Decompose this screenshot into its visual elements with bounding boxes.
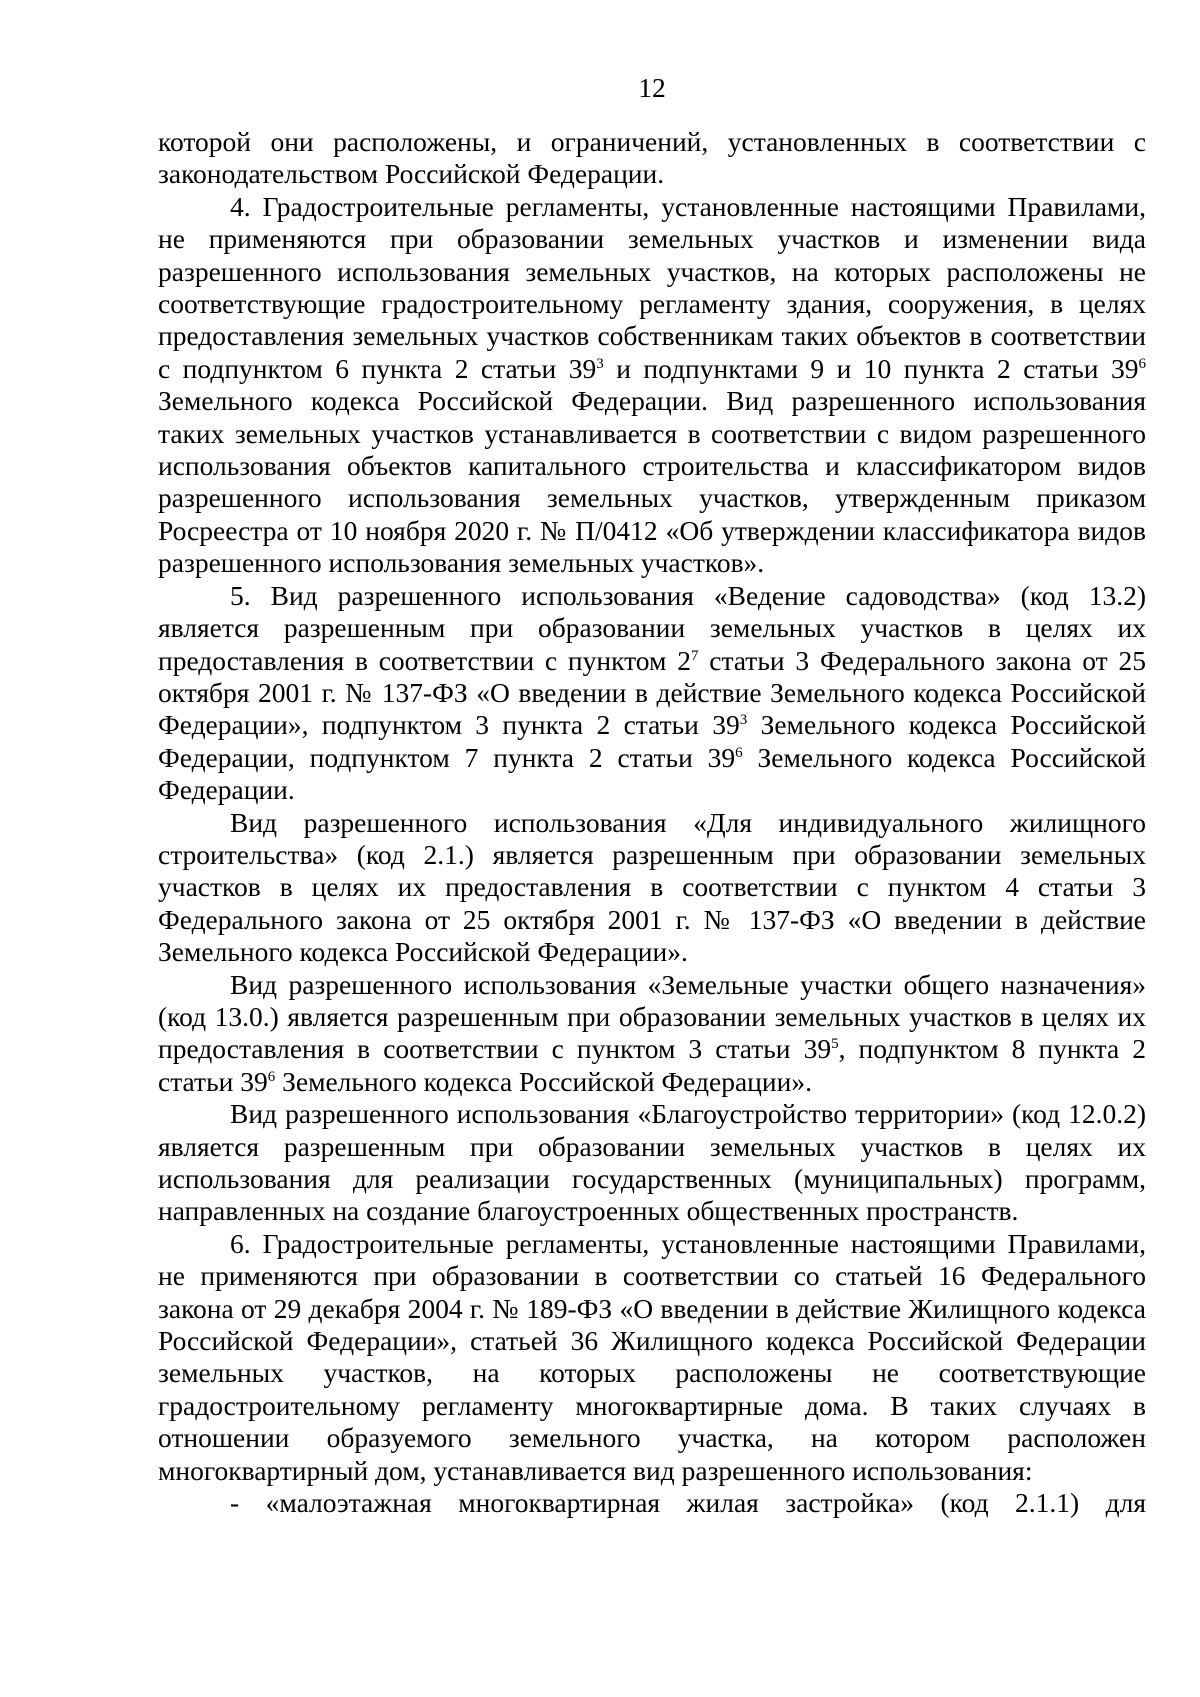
superscript: 6 [1138, 355, 1146, 372]
paragraph-p4 [158, 191, 1146, 580]
document-body [158, 126, 1146, 1519]
paragraph-p5 [158, 580, 1146, 807]
paragraph-p5b [158, 807, 1146, 969]
paragraph-p6 [158, 1228, 1146, 1487]
text-run: Земельного кодекса Российской Федерации». [275, 1065, 812, 1097]
page-number: 12 [638, 72, 666, 103]
paragraph-p5d [158, 1098, 1146, 1228]
text-run: Земельного кодекса Российской Федерации. Вид разрешенного использования таких земельных участков устанавливается в соответствии с видом разрешенного использования объектов капитального строительства и классификатором видов разрешенного использования земельных участков, утвержденным приказом Росреестра от 10 ноября 2020 г. № П/0412 «Об утверждении классификатора видов разрешенного использования земельных участков». [158, 385, 1146, 579]
document-page [158, 68, 1146, 1519]
text-run: 4. Градостроительные регламенты, установленные настоящими Правилами, не применяются при образовании земельных участков и изменении вида разрешенного использования земельных участков, на которых расположены не соответствующие градостроительному регламенту здания, сооружения, в целях предоставления земельных участков собственникам таких объектов в соответствии с подпунктом 6 пункта 2 статьи 39 [158, 190, 1146, 384]
text-run: - «малоэтажная многоквартирная жилая застройка» (код 2.1.1) для [230, 1487, 1146, 1519]
superscript: 5 [831, 1036, 839, 1053]
superscript: 6 [267, 1068, 276, 1085]
text-run: Земельного кодекса Российской Федерации, подпунктом 7 пункта 2 статьи 39 [158, 709, 1146, 773]
text-run: Вид разрешенного использования «Благоустройство территории» (код 12.0.2) является разрешенным при образовании земельных участков в целях их использования для реализации государственных (муниципальных) программ, направленных на создание благоустроенных общественных пространств. [158, 1098, 1146, 1227]
text-run: которой они расположены, и ограничений, установленных в соответствии с законодательством Российской Федерации. [158, 126, 1146, 190]
paragraph-p5c [158, 969, 1146, 1099]
superscript: 3 [739, 712, 748, 729]
text-run: , подпунктом 8 пункта 2 статьи 39 [158, 1033, 1147, 1097]
text-run: 5. Вид разрешенного использования «Ведение садоводства» (код 13.2) является разрешенным при образовании земельных участков в целях их предоставления в соответствии с пунктом 2 [158, 579, 1146, 676]
text-run: 6. Градостроительные регламенты, установленные настоящими Правилами, не применяются при образовании в соответствии со статьей 16 Федерального закона от 29 декабря 2004 г. № 189-ФЗ «О введении в действие Жилищного кодекса Российской Федерации», статьей 36 Жилищного кодекса Российской Федерации земельных участков, на которых расположены не соответствующие градостроительному регламенту многоквартирные дома. В таких случаях в отношении образуемого земельного участка, на котором расположен многоквартирный дом, устанавливается вид разрешенного использования: [158, 1227, 1146, 1486]
superscript: 6 [735, 744, 743, 761]
text-run: Вид разрешенного использования «Для индивидуального жилищного строительства» (код 2.1.) является разрешенным при образовании земельных участков в целях их предоставления в соответствии с пунктом 4 статьи 3 Федерального закона от 25 октября 2001 г. № 137-ФЗ «О введении в действие Земельного кодекса Российской Федерации». [158, 806, 1146, 968]
superscript: 7 [690, 647, 699, 664]
superscript: 3 [596, 355, 604, 372]
text-run: и подпунктами 9 и 10 пункта 2 статьи 39 [603, 352, 1139, 384]
text-run: Вид разрешенного использования «Земельные участки общего назначения» (код 13.0.) является разрешенным при образовании земельных участков в целях их предоставления в соответствии с пунктом 3 статьи 39 [158, 968, 1146, 1065]
text-run: статьи 3 Федерального закона от 25 октября 2001 г. № 137-ФЗ «О введении в действие Земельного кодекса Российской Федерации», подпунктом 3 пункта 2 статьи 39 [158, 644, 1146, 741]
paragraph-p0 [158, 126, 1146, 191]
paragraph-p6a [158, 1487, 1146, 1519]
text-run: Земельного кодекса Российской Федерации. [158, 741, 1146, 806]
